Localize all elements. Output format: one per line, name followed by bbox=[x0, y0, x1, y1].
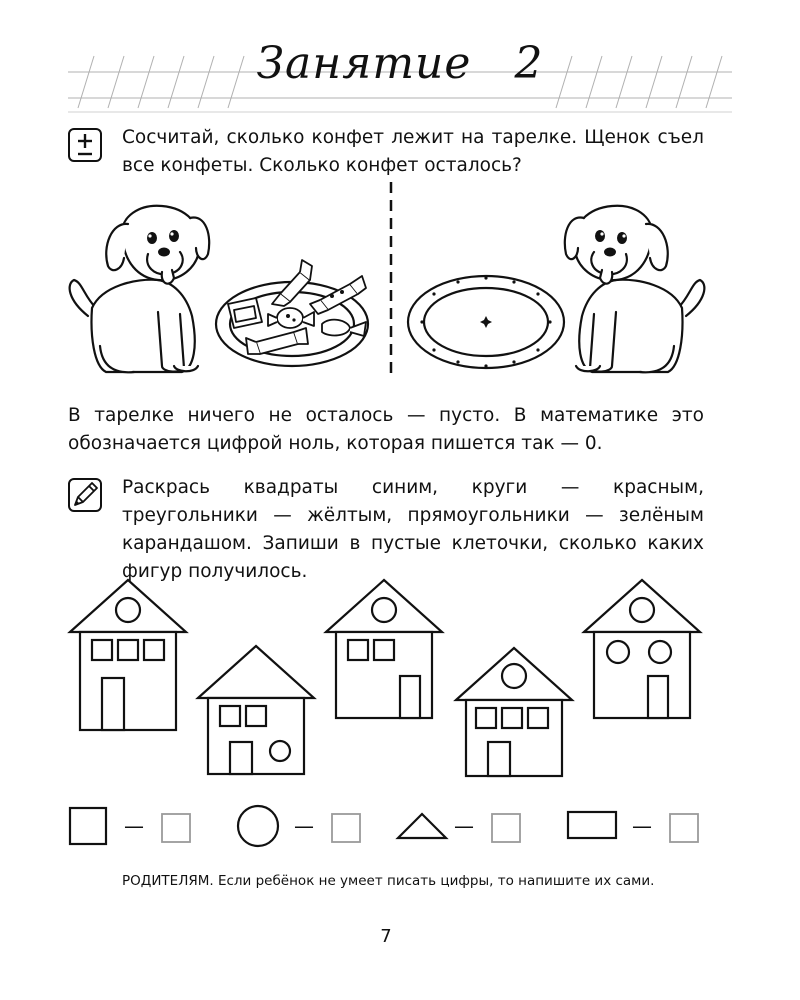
square-shape bbox=[70, 808, 106, 844]
page-number: 7 bbox=[380, 926, 392, 947]
puppy-left-illustration bbox=[62, 196, 212, 386]
answer-box-circles bbox=[332, 814, 360, 842]
explanation-text: В тарелке ничего не осталось — пусто. В математике это обозначается цифрой ноль, которая пишется так — 0. bbox=[68, 405, 704, 454]
lesson-number: 2 bbox=[514, 38, 544, 89]
divider-dashed bbox=[386, 182, 396, 382]
dash-3: — bbox=[454, 814, 474, 838]
rectangle-shape bbox=[568, 812, 616, 838]
house-2 bbox=[198, 646, 314, 774]
answer-row bbox=[66, 800, 746, 860]
houses-illustration bbox=[66, 576, 746, 776]
triangle-shape bbox=[398, 814, 446, 838]
plus-minus-icon bbox=[68, 128, 102, 162]
dash-2: — bbox=[294, 814, 314, 838]
house-1 bbox=[70, 580, 186, 730]
plate-with-candies-illustration bbox=[210, 254, 380, 374]
house-4 bbox=[456, 648, 572, 776]
task1-text: Сосчитай, сколько конфет лежит на тарелке. Щенок съел все конфеты. Сколько конфет осталось? bbox=[122, 127, 704, 176]
dash-4: — bbox=[632, 814, 652, 838]
lesson-word: Занятие bbox=[256, 38, 472, 89]
circle-shape bbox=[238, 806, 278, 846]
answer-box-rectangles bbox=[670, 814, 698, 842]
dash-1: — bbox=[124, 814, 144, 838]
task2-text: Раскрась квадраты синим, круги — красным, треугольники — жёлтым, прямоугольники — зелёным карандашом. Запиши в пустые клеточки, сколько каких фигур получилось. bbox=[122, 477, 704, 582]
pencil-icon bbox=[68, 478, 102, 512]
empty-plate-illustration bbox=[402, 256, 572, 376]
house-3 bbox=[326, 580, 442, 718]
puppy-right-illustration bbox=[562, 196, 712, 386]
answer-box-squares bbox=[162, 814, 190, 842]
parents-note: РОДИТЕЛЯМ. Если ребёнок не умеет писать цифры, то напишите их сами. bbox=[122, 873, 655, 889]
house-5 bbox=[584, 580, 700, 718]
lesson-title bbox=[0, 38, 800, 89]
answer-box-triangles bbox=[492, 814, 520, 842]
